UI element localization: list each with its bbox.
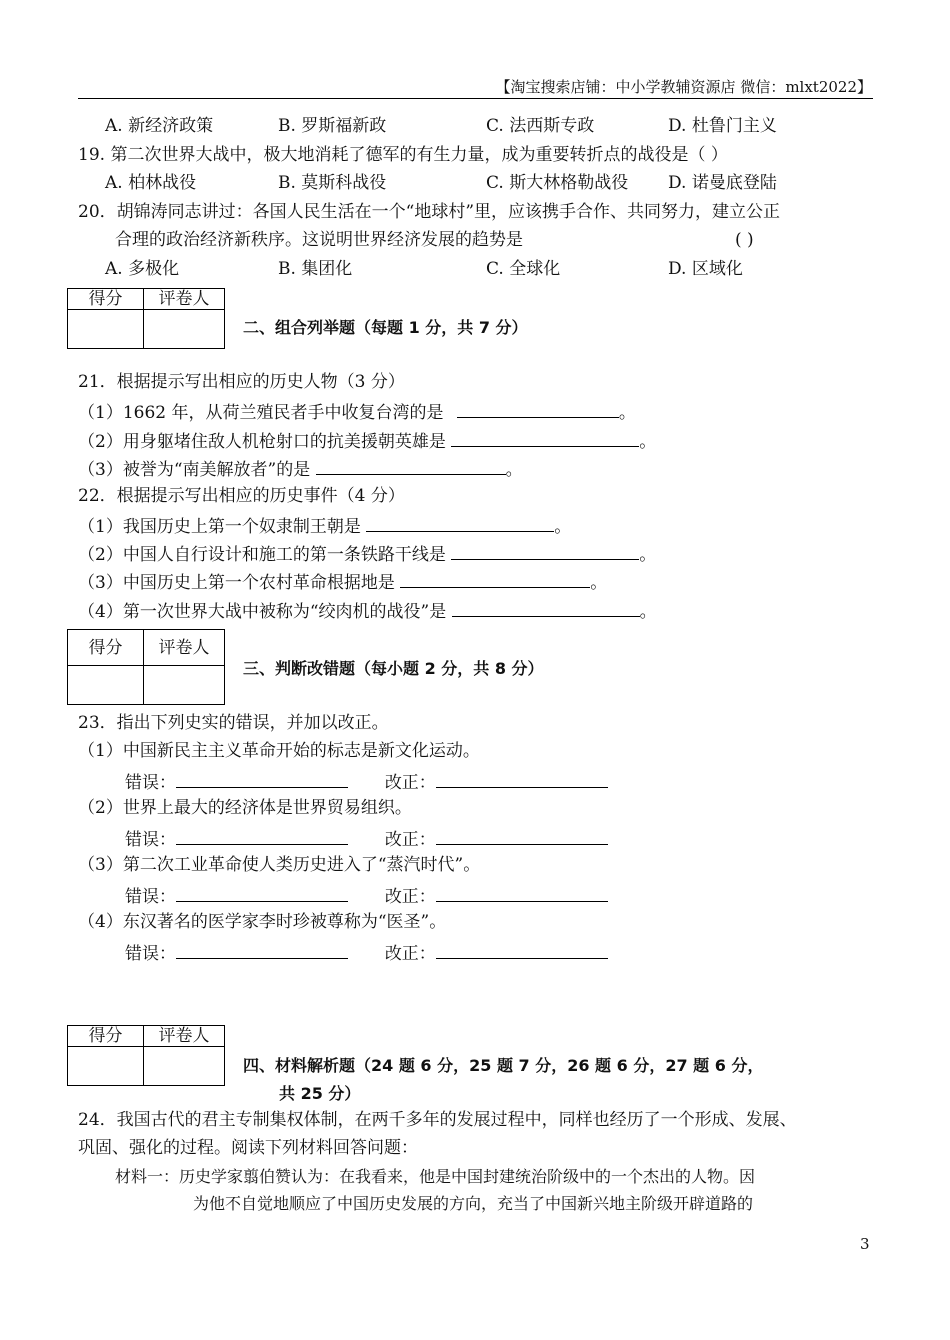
error-blank[interactable] xyxy=(176,769,348,788)
period: 。 xyxy=(505,460,523,480)
material1-line1 xyxy=(115,1166,755,1188)
q21-item-2 xyxy=(78,428,656,453)
q24-stem-line1: 24．我国古代的君主专制集权体制，在两千多年的发展过程中，同样也经历了一个形成、发展、 xyxy=(78,1110,797,1130)
fix-label: 改正： xyxy=(384,830,436,850)
q18-option-c: C. 法西斯专政 xyxy=(486,116,595,136)
q20-stem-line1: 20．胡锦涛同志讲过：各国人民生活在一个“地球村”里，应该携手合作、共同努力，建立公正 xyxy=(78,202,781,222)
q22-item-3-text: （3）中国历史上第一个农村革命根据地是 xyxy=(78,573,395,593)
q22-item-2 xyxy=(78,541,656,566)
period: 。 xyxy=(618,403,636,423)
error-blank[interactable] xyxy=(176,826,348,845)
score-box-section4 xyxy=(67,1025,225,1086)
q19-option-d: D. 诺曼底登陆 xyxy=(668,173,777,193)
q22-item-3 xyxy=(78,569,607,594)
score-input-cell[interactable] xyxy=(68,310,144,348)
q21-item-1-text: （1）1662 年，从荷兰殖民者手中收复台湾的是 xyxy=(78,403,444,423)
fix-label: 改正： xyxy=(384,773,436,793)
q19-option-b: B. 莫斯科战役 xyxy=(278,173,387,193)
fix-label: 改正： xyxy=(384,944,436,964)
q21-item-2-text: （2）用身躯堵住敌人机枪射口的抗美援朝英雄是 xyxy=(78,432,446,452)
error-blank[interactable] xyxy=(176,940,348,959)
score-box-section3 xyxy=(67,629,225,705)
q22-item-2-text: （2）中国人自行设计和施工的第一条铁路干线是 xyxy=(78,545,446,565)
header-rule xyxy=(78,98,873,99)
period: 。 xyxy=(639,432,657,452)
q22-stem: 22．根据提示写出相应的历史事件（4 分） xyxy=(78,486,405,506)
q20-answer-paren: ( ) xyxy=(735,230,754,250)
score-input-cell[interactable] xyxy=(68,666,144,704)
q18-option-d: D. 杜鲁门主义 xyxy=(668,116,777,136)
error-label: 错误： xyxy=(125,944,176,964)
q23-item-2: （2）世界上最大的经济体是世界贸易组织。 xyxy=(78,798,412,818)
score-label: 得分 xyxy=(68,630,144,666)
q22-item-1 xyxy=(78,513,571,538)
q22-item-1-text: （1）我国历史上第一个奴隶制王朝是 xyxy=(78,517,361,537)
score-label: 得分 xyxy=(68,1026,144,1047)
q20-stem-line2: 合理的政治经济新秩序。这说明世界经济发展的趋势是 xyxy=(115,230,523,250)
material1-text-1: 历史学家翦伯赞认为：在我看来，他是中国封建统治阶级中的一个杰出的人物。因 xyxy=(179,1167,756,1186)
q23-item-1: （1）中国新民主主义革命开始的标志是新文化运动。 xyxy=(78,741,480,761)
error-label: 错误： xyxy=(125,773,176,793)
q24-stem-line2: 巩固、强化的过程。阅读下列材料回答问题： xyxy=(78,1138,418,1158)
q18-option-a: A. 新经济政策 xyxy=(105,116,214,136)
section4-title-line1: 四、材料解析题（24 题 6 分，25 题 7 分，26 题 6 分，27 题 6 分， xyxy=(243,1056,764,1075)
q22-item-4 xyxy=(78,598,657,623)
fix-blank[interactable] xyxy=(436,883,608,902)
fix-blank[interactable] xyxy=(436,940,608,959)
q20-option-d: D. 区域化 xyxy=(668,259,743,279)
period: 。 xyxy=(639,602,657,622)
q23-item-3-answer-row xyxy=(125,883,608,908)
error-blank[interactable] xyxy=(176,883,348,902)
q20-option-b: B. 集团化 xyxy=(278,259,353,279)
q19-option-a: A. 柏林战役 xyxy=(105,173,197,193)
period: 。 xyxy=(554,517,572,537)
q23-stem: 23．指出下列史实的错误，并加以改正。 xyxy=(78,713,389,733)
score-input-cell[interactable] xyxy=(68,1047,144,1085)
q18-option-b: B. 罗斯福新政 xyxy=(278,116,387,136)
section2-title: 二、组合列举题（每题 1 分，共 7 分） xyxy=(243,318,528,337)
grader-label: 评卷人 xyxy=(144,1026,224,1047)
q21-item-3-text: （3）被誉为“南美解放者”的是 xyxy=(78,460,311,480)
fix-label: 改正： xyxy=(384,887,436,907)
score-label: 得分 xyxy=(68,289,144,310)
q23-item-4: （4）东汉著名的医学家李时珍被尊称为“医圣”。 xyxy=(78,912,447,932)
section4-title-line2: 共 25 分） xyxy=(279,1084,361,1103)
error-label: 错误： xyxy=(125,887,176,907)
grader-label: 评卷人 xyxy=(144,630,224,666)
grader-input-cell[interactable] xyxy=(144,1047,224,1085)
q23-item-1-answer-row xyxy=(125,769,608,794)
section3-title: 三、判断改错题（每小题 2 分，共 8 分） xyxy=(243,659,544,678)
q20-option-a: A. 多极化 xyxy=(105,259,180,279)
error-label: 错误： xyxy=(125,830,176,850)
q19-option-c: C. 斯大林格勒战役 xyxy=(486,173,629,193)
material1-label: 材料一： xyxy=(115,1167,180,1186)
page-header: 【淘宝搜索店铺：中小学教辅资源店 微信：mlxt2022】 xyxy=(495,78,872,96)
q23-item-4-answer-row xyxy=(125,940,608,965)
q23-item-3: （3）第二次工业革命使人类历史进入了“蒸汽时代”。 xyxy=(78,855,481,875)
period: 。 xyxy=(590,573,608,593)
grader-label: 评卷人 xyxy=(144,289,224,310)
q21-item-2-blank[interactable] xyxy=(451,428,639,447)
grader-input-cell[interactable] xyxy=(144,310,224,348)
q22-item-1-blank[interactable] xyxy=(366,513,554,532)
q22-item-2-blank[interactable] xyxy=(451,541,639,560)
grader-input-cell[interactable] xyxy=(144,666,224,704)
q21-item-1 xyxy=(78,399,636,424)
fix-blank[interactable] xyxy=(436,826,608,845)
q19-stem: 19. 第二次世界大战中，极大地消耗了德军的有生力量，成为重要转折点的战役是（ ） xyxy=(78,145,728,165)
fix-blank[interactable] xyxy=(436,769,608,788)
q21-item-3 xyxy=(78,456,523,481)
q20-option-c: C. 全球化 xyxy=(486,259,561,279)
score-box-section2 xyxy=(67,288,225,349)
q21-stem: 21．根据提示写出相应的历史人物（3 分） xyxy=(78,372,405,392)
q21-item-1-blank[interactable] xyxy=(457,399,619,418)
material1-text-2: 为他不自觉地顺应了中国历史发展的方向，充当了中国新兴地主阶级开辟道路的 xyxy=(193,1194,754,1213)
q22-item-3-blank[interactable] xyxy=(400,569,590,588)
page-number: 3 xyxy=(860,1235,870,1253)
q23-item-2-answer-row xyxy=(125,826,608,851)
q21-item-3-blank[interactable] xyxy=(316,456,506,475)
q22-item-4-text: （4）第一次世界大战中被称为“绞肉机的战役”是 xyxy=(78,602,447,622)
q22-item-4-blank[interactable] xyxy=(452,598,640,617)
period: 。 xyxy=(639,545,657,565)
